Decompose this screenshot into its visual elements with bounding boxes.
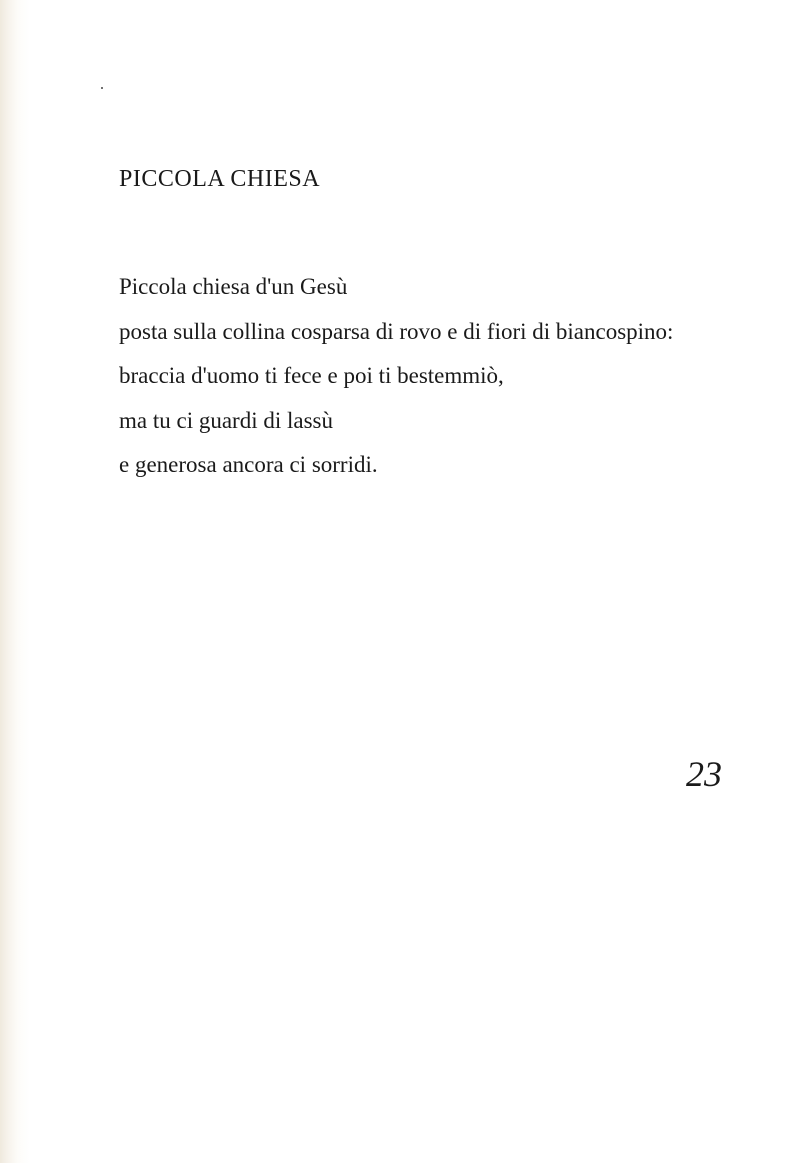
poem-line: Piccola chiesa d'un Gesù [119, 274, 348, 299]
poem-line: ma tu ci guardi di lassù [119, 407, 333, 433]
ink-speck [101, 87, 103, 89]
poem-line: e generosa ancora ci sorridi. [119, 452, 378, 477]
poem-text [119, 272, 759, 495]
poem-line: posta sulla collina cosparsa di rovo e di fiori di biancospino: [119, 318, 674, 344]
poem-title: PICCOLA CHIESA [119, 166, 321, 192]
poem-line: braccia d'uomo ti fece e poi ti bestemmiò, [119, 363, 504, 388]
page-number: 23 [686, 754, 722, 794]
